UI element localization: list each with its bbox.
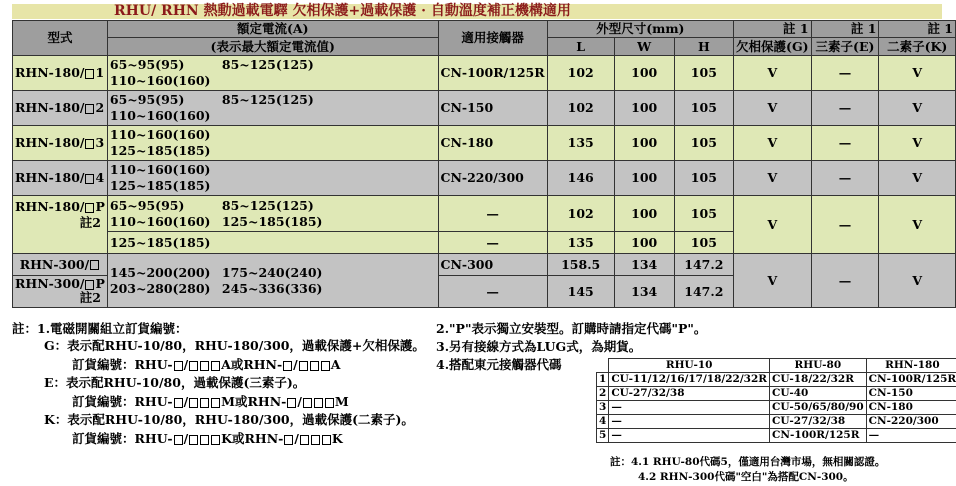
checkbox-placeholder — [85, 174, 94, 184]
two-element-cell: V — [879, 254, 956, 308]
header-rated-current: 額定電流(A) — [107, 21, 438, 38]
checkbox-placeholder — [85, 139, 94, 149]
current-cell: 125~185(185) — [107, 232, 438, 254]
table-row: 3 — CU-50/65/80/90 CN-180 — [597, 401, 956, 415]
table-row: 4 — CU-27/32/38 CN-220/300 — [597, 415, 956, 429]
model-cell: RHN-180/ 2 — [13, 91, 108, 126]
current-cell: 65~95(95) 85~125(125) 110~160(160) — [107, 56, 438, 91]
note-k-order: 訂貨編號：RHU- / K或RHN- / K — [72, 431, 343, 446]
phase-loss-cell: V — [734, 196, 812, 254]
header-contactor: 適用接觸器 — [438, 21, 547, 56]
model-cell: RHN-180/ 1 — [13, 56, 108, 91]
note-g-order: 訂貨編號：RHU- / A或RHN- / A — [72, 357, 341, 372]
model-cell: RHN-180/ 3 — [13, 126, 108, 161]
phase-loss-cell: V — [734, 126, 812, 161]
header-note-e: 註 1 — [811, 21, 879, 38]
dim-W: 100 — [614, 126, 674, 161]
current-cell: 65~95(95) 85~125(125) 110~160(160) — [107, 91, 438, 126]
current-cell: 145~200(200) 175~240(240) 203~280(280) 245~336(336) — [107, 254, 438, 308]
header-rated-current-sub: (表示最大額定電流值) — [107, 38, 438, 56]
current-cell: 110~160(160) 125~185(185) — [107, 126, 438, 161]
dim-L: 158.5 — [547, 254, 614, 276]
dim-L: 102 — [547, 91, 614, 126]
dim-W: 134 — [614, 276, 674, 308]
header-note-g: 註 1 — [734, 21, 812, 38]
table-row: 5 — CN-100R/125R — — [597, 429, 956, 443]
current-cell: 110~160(160) 125~185(185) — [107, 161, 438, 196]
dim-L: 135 — [547, 126, 614, 161]
phase-loss-cell: V — [734, 161, 812, 196]
current-cell: 65~95(95) 85~125(125) 110~160(160) 125~185(185) — [107, 196, 438, 232]
three-element-cell: — — [811, 56, 879, 91]
three-element-cell: — — [811, 254, 879, 308]
table-row — [13, 126, 956, 161]
dim-L: 102 — [547, 56, 614, 91]
table-row — [13, 91, 956, 126]
dim-L: 146 — [547, 161, 614, 196]
model-cell: RHN-180/ P 註2 — [13, 196, 108, 254]
two-element-cell: V — [879, 91, 956, 126]
table-row — [13, 56, 956, 91]
two-element-cell: V — [879, 56, 956, 91]
header-H: H — [674, 38, 733, 56]
dim-W: 100 — [614, 56, 674, 91]
phase-loss-cell: V — [734, 91, 812, 126]
dim-H: 105 — [674, 91, 733, 126]
three-element-cell: — — [811, 126, 879, 161]
dim-W: 100 — [614, 196, 674, 232]
header-two-element: 二素子(K) — [879, 38, 956, 56]
dim-L: 135 — [547, 232, 614, 254]
sub-header: RHU-80 — [770, 359, 867, 373]
dim-H: 105 — [674, 196, 733, 232]
table-row — [13, 254, 956, 276]
contactor-cell: — — [438, 232, 547, 254]
checkbox-placeholder — [90, 260, 99, 270]
contactor-code-table — [596, 358, 956, 443]
note-e-desc: E：表示配RHU-10/80，過載保護(三素子)。 — [44, 375, 306, 390]
header-phase-loss: 欠相保護(G) — [734, 38, 812, 56]
contactor-cell: CN-180 — [438, 126, 547, 161]
checkbox-placeholder — [85, 203, 94, 213]
table-row: 1 CU-11/12/16/17/18/22/32R CU-18/22/32R CN-100R/125R — [597, 373, 956, 387]
sub-note-1: 註：4.1 RHU-80代碼5，僅適用台灣市場，無相關認證。 — [610, 456, 886, 468]
model-cell: RHN-300/ P 註2 — [13, 276, 108, 308]
two-element-cell: V — [879, 196, 956, 254]
three-element-cell: — — [811, 161, 879, 196]
table-row — [13, 196, 956, 232]
sub-note-2: 4.2 RHN-300代碼"空白"為搭配CN-300。 — [638, 471, 854, 483]
note-2: 2."P"表示獨立安裝型。訂購時請指定代碼"P"。 — [436, 321, 707, 336]
dim-W: 100 — [614, 161, 674, 196]
contactor-cell: — — [438, 196, 547, 232]
note-k-desc: K：表示配RHU-10/80，RHU-180/300，過載保護(二素子)。 — [44, 412, 414, 427]
contactor-cell: CN-220/300 — [438, 161, 547, 196]
dim-L: 145 — [547, 276, 614, 308]
dim-H: 105 — [674, 232, 733, 254]
spec-table — [12, 20, 956, 308]
dim-W: 134 — [614, 254, 674, 276]
sub-header: RHN-180 — [866, 359, 956, 373]
three-element-cell: — — [811, 196, 879, 254]
contactor-cell: CN-150 — [438, 91, 547, 126]
two-element-cell: V — [879, 126, 956, 161]
header-dimensions: 外型尺寸(mm) — [547, 21, 733, 38]
dim-W: 100 — [614, 91, 674, 126]
checkbox-placeholder — [85, 280, 94, 290]
phase-loss-cell: V — [734, 254, 812, 308]
note-4: 4.搭配東元接觸器代碼 — [436, 357, 562, 372]
contactor-cell: — — [438, 276, 547, 308]
checkbox-placeholder — [85, 69, 94, 79]
table-row — [13, 161, 956, 196]
dim-L: 102 — [547, 196, 614, 232]
dim-W: 100 — [614, 232, 674, 254]
header-W: W — [614, 38, 674, 56]
model-cell: RHN-180/ 4 — [13, 161, 108, 196]
dim-H: 147.2 — [674, 276, 733, 308]
dim-H: 105 — [674, 56, 733, 91]
note-3: 3.另有接線方式為LUG式，為期貨。 — [436, 339, 642, 354]
contactor-cell: CN-100R/125R — [438, 56, 547, 91]
phase-loss-cell: V — [734, 56, 812, 91]
dim-H: 105 — [674, 126, 733, 161]
checkbox-placeholder — [85, 104, 94, 114]
note-1-title: 註：1.電磁開關組立訂貨編號： — [12, 321, 188, 336]
header-three-element: 三素子(E) — [811, 38, 879, 56]
dim-H: 147.2 — [674, 254, 733, 276]
note-g-desc: G：表示配RHU-10/80，RHU-180/300，過載保護+欠相保護。 — [44, 338, 425, 353]
header-L: L — [547, 38, 614, 56]
page-title: RHU/ RHN 熱動過載電驛 欠相保護+過載保護 · 自動溫度補正機構適用 — [12, 4, 942, 19]
header-note-k: 註 1 — [879, 21, 956, 38]
three-element-cell: — — [811, 91, 879, 126]
table-row: 2 CU-27/32/38 CU-40 CN-150 — [597, 387, 956, 401]
contactor-cell: CN-300 — [438, 254, 547, 276]
sub-header: RHU-10 — [609, 359, 770, 373]
dim-H: 105 — [674, 161, 733, 196]
two-element-cell: V — [879, 161, 956, 196]
model-cell: RHN-300/ — [13, 254, 108, 276]
note-e-order: 訂貨編號：RHU- / M或RHN- / M — [72, 394, 349, 409]
header-model: 型式 — [13, 21, 108, 56]
